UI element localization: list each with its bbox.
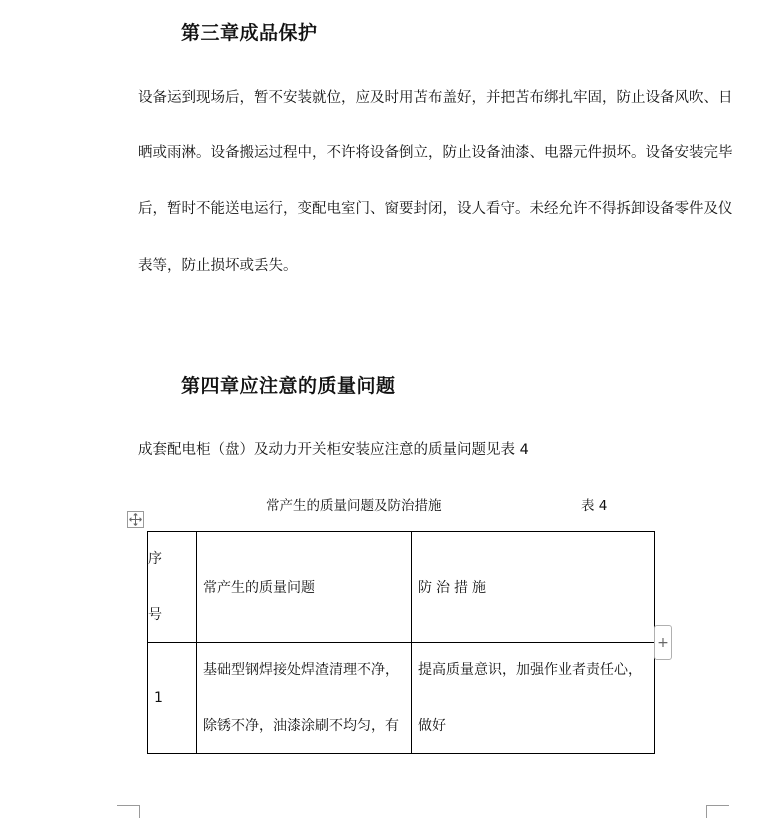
row-measure-line-2: 做好 xyxy=(418,718,446,734)
header-seq-top: 序 xyxy=(148,551,162,567)
move-arrows-icon[interactable] xyxy=(127,511,144,528)
paragraph-line-2: 晒或雨淋。设备搬运过程中，不许将设备倒立，防止设备油漆、电器元件损坏。设备安装完毕 xyxy=(138,145,733,161)
header-seq-cell[interactable] xyxy=(148,532,197,643)
header-problem: 常产生的质量问题 xyxy=(203,580,315,596)
header-measure-cell[interactable] xyxy=(412,532,655,643)
quality-table xyxy=(147,531,655,754)
move-arrows-glyph xyxy=(129,513,142,526)
plus-icon[interactable]: + xyxy=(654,625,672,660)
chapter-4-intro: 成套配电柜（盘）及动力开关柜安装应注意的质量问题见表 4 xyxy=(138,442,529,458)
row-seq: 1 xyxy=(154,690,163,706)
table-header-row xyxy=(148,532,655,643)
page-corner-mark-right xyxy=(706,805,729,818)
row-problem-line-2: 除锈不净，油漆涂刷不均匀，有 xyxy=(203,718,399,734)
chapter-4-title: 第四章应注意的质量问题 xyxy=(181,375,396,397)
paragraph-line-4: 表等，防止损坏或丢失。 xyxy=(138,258,298,274)
row-measure-cell[interactable] xyxy=(412,643,655,754)
paragraph-line-1: 设备运到现场后，暂不安装就位，应及时用苫布盖好，并把苫布绑扎牢固，防止设备风吹、日 xyxy=(138,90,733,106)
row-problem-line-1: 基础型钢焊接处焊渣清理不净， xyxy=(203,662,399,678)
table-row xyxy=(148,643,655,754)
row-measure-line-1: 提高质量意识，加强作业者责任心， xyxy=(418,662,642,678)
header-problem-cell[interactable] xyxy=(197,532,412,643)
table-caption: 常产生的质量问题及防治措施 xyxy=(266,498,442,514)
header-seq-bottom: 号 xyxy=(148,607,162,623)
header-measure: 防治措施 xyxy=(418,580,490,596)
page-corner-mark-left xyxy=(117,805,140,818)
paragraph-line-3: 后，暂时不能送电运行，变配电室门、窗要封闭，设人看守。未经允许不得拆卸设备零件及仪 xyxy=(138,201,733,217)
row-seq-cell[interactable] xyxy=(148,643,197,754)
table-number: 表 4 xyxy=(581,498,608,514)
chapter-3-title: 第三章成品保护 xyxy=(181,22,318,44)
row-problem-cell[interactable] xyxy=(197,643,412,754)
